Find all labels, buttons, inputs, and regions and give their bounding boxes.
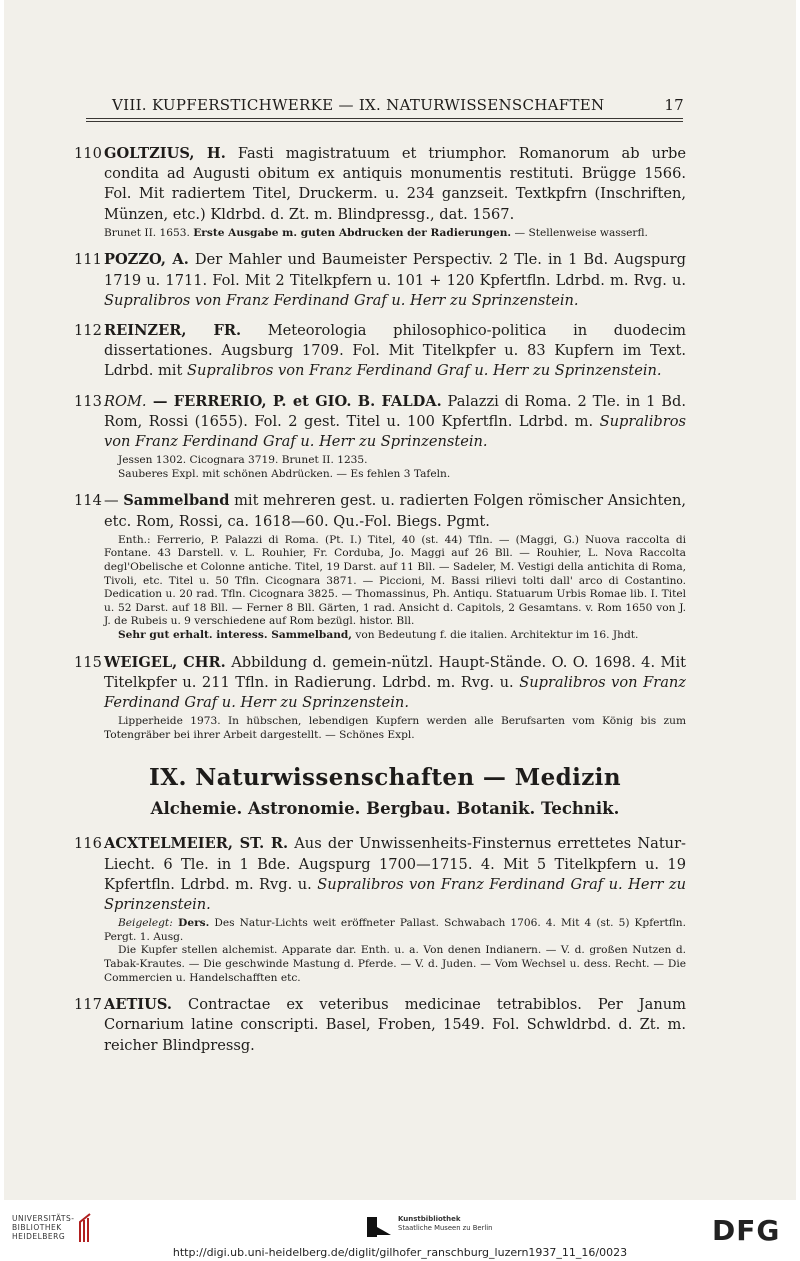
catalogue-entry-117 xyxy=(74,995,686,1056)
entry-description: Fasti magistratuum et triumphor. Romanorum ab urbe condita ad Augusti obitum ex antiquis monumentis restituti. Brügge 1566. Fol. Mit radiertem Titel, Druckerm. u. 234 ganzseit. Textkpfrn (Inschriften, Münzen, etc.) Kldrbd. d. Zt. m. Blindpressg., dat. 1567. xyxy=(104,145,686,223)
note-label: Beigelegt: xyxy=(118,917,173,930)
note-condition: Sauberes Expl. mit schönen Abdrücken. — Es fehlen 3 Tafeln. xyxy=(118,467,451,480)
note-contents: Lipperheide 1973. In hübschen, lebendigen Kupfern werden alle Berufsarten vom König bis zum Totengräber bei ihrer Arbeit dargestellt. — Schönes Expl. xyxy=(104,715,686,741)
entry-provenance: Supralibros von Franz Ferdinand Graf u. Herr zu Sprinzenstein. xyxy=(104,412,686,451)
section-title: IX. Naturwissenschaften — Medizin xyxy=(149,764,621,792)
entry-number: 111 xyxy=(74,251,102,269)
entry-author: POZZO, A. xyxy=(104,251,189,269)
entry-number: 113 xyxy=(74,392,102,410)
entry-provenance: Supralibros von Franz Ferdinand Graf u. Herr zu Sprinzenstein. xyxy=(186,362,662,380)
kunstbibliothek-logo[interactable] xyxy=(398,1215,492,1233)
logo-text-line: Staatliche Museen zu Berlin xyxy=(398,1224,493,1232)
logo-text-line: UNIVERSITÄTS- xyxy=(12,1214,75,1223)
note-condition: von Bedeutung f. die italien. Architektur im 16. Jhdt. xyxy=(352,628,639,641)
entry-note xyxy=(104,534,686,643)
library-emblem-icon xyxy=(76,1212,96,1244)
catalogue-entry-113 xyxy=(74,392,686,482)
entry-number: 114 xyxy=(74,492,102,510)
note-reference: Brunet II. 1653. xyxy=(104,226,194,239)
entry-dash: — xyxy=(104,492,124,510)
entry-provenance: Supralibros von Franz Ferdinand Graf u. Herr zu Sprinzenstein. xyxy=(104,673,686,711)
entry-text xyxy=(104,321,686,382)
entry-number: 110 xyxy=(74,145,102,162)
entry-provenance: Supralibros von Franz Ferdinand Graf u. Herr zu Sprinzenstein. xyxy=(104,875,687,913)
entry-text xyxy=(104,834,686,915)
entry-text xyxy=(104,392,686,453)
catalogue-entry-116 xyxy=(74,834,686,985)
entry-author: WEIGEL, CHR. xyxy=(104,653,226,671)
entry-description: mit mehreren gest. u. radierten Folgen römischer Ansichten, etc. Rom, Rossi, ca. 1618—60. Qu.-Fol. Biegs. Pgmt. xyxy=(104,492,687,530)
note-emphasis: Ders. xyxy=(172,917,210,930)
entry-text xyxy=(104,144,686,225)
note-reference: Des Natur-Lichts weit eröffneter Pallast. Schwabach 1706. 4. Mit 4 (st. 5) Kpfertfln. Pergt. 1. Ausg. xyxy=(104,917,686,943)
catalogue-entry-112 xyxy=(74,321,686,382)
entry-description: Contractae ex veteribus medicinae tetrabiblos. Per Janum Cornarium latine conscripti. Basel, Froben, 1549. Fol. Schwldrbd. d. Zt. m. reicher Blindpressg. xyxy=(104,996,686,1054)
header-rule-top xyxy=(86,118,683,119)
entry-author: AETIUS. xyxy=(104,996,172,1014)
note-contents: Die Kupfer stellen alchemist. Apparate dar. Enth. u. a. Von denen Indianern. — V. d. großen Nutzen d. Tabak-Krautes. — Die geschwinde Mastung d. Pferde. — V. d. Juden. — Vom Wechsel u. dess. Recht. — Die Commercien u. Handelschafften etc. xyxy=(104,944,686,984)
note-emphasis: Erste Ausgabe m. guten Abdrucken der Radierungen. xyxy=(193,226,512,239)
viewer-footer xyxy=(0,1200,800,1261)
entry-author: — FERRERIO, P. et GIO. B. FALDA. xyxy=(146,392,442,410)
entry-number: 116 xyxy=(74,835,102,853)
note-reference: Jessen 1302. Cicognara 3719. Brunet II. 1235. xyxy=(118,454,368,467)
kunstbibliothek-icon xyxy=(367,1217,393,1239)
entry-text xyxy=(104,995,686,1056)
entry-text xyxy=(104,653,686,714)
entry-note xyxy=(104,715,686,742)
header-title: VIII. KUPFERSTICHWERKE — IX. NATURWISSENSCHAFTEN xyxy=(112,96,605,114)
entry-description: Palazzi di Roma. 2 Tle. in 1 Bd. Rom, Rossi (1655). Fol. 2 gest. Titel u. 100 Kpfertfln. Ldrbd. m. xyxy=(104,392,687,430)
entry-number: 112 xyxy=(74,322,102,340)
catalogue-entry-114 xyxy=(74,491,686,642)
logo-text-line: Kunstbibliothek xyxy=(398,1215,461,1223)
note-condition: — Stellenweise wasserfl. xyxy=(511,226,648,239)
entry-number: 117 xyxy=(74,996,102,1014)
entry-author: ACXTELMEIER, ST. R. xyxy=(104,835,289,853)
note-contents: Enth.: Ferrerio, P. Palazzi di Roma. (Pt. I.) Titel, 40 (st. 44) Tfln. — (Maggi, G.) Nuova raccolta di Fontane. 43 Darstell. v. L. Rouhier, Fr. Corduba, Jo. Maggi auf 26 Bll. — Rouhier, L. Nova Raccolta degl'Obelische et Colonne antiche. Titel, 19 Darst. auf 11 Bll. — Sadeler, M. Vestigi della antichita di Roma, Tivoli, etc. Titel u. 50 Tfln. Cicognara 3871. — Piccioni, M. Bassi rilievi tolti dall' arco di Costantino. Dedication u. 20 rad. Tfln. Cicognara 3825. — Thomassinus, Ph. Antiqu. Statuarum Urbis Romae lib. I. Titel u. 52 Darst. auf 18 Bll. — Ferner 8 Bll. Gärten, 1 rad. Ansicht d. Capitols, 2 Gesamtans. v. Rom 1650 von J. J. de Rubeis u. 9 verschiedene auf Rom bezügl. histor. Bll. xyxy=(104,533,686,628)
entry-author: Sammelband xyxy=(123,492,230,510)
note-emphasis: Sehr gut erhalt. interess. Sammelband, xyxy=(118,628,352,641)
entry-author: REINZER, FR. xyxy=(104,322,242,340)
entry-note xyxy=(104,227,686,241)
header-rule-bottom xyxy=(86,121,683,122)
section-heading-block xyxy=(74,764,686,818)
university-library-logo[interactable] xyxy=(12,1214,74,1241)
entry-provenance: Supralibros von Franz Ferdinand Graf u. Herr zu Sprinzenstein. xyxy=(104,291,579,309)
entry-note xyxy=(104,917,686,985)
logo-text-line: HEIDELBERG xyxy=(12,1232,66,1241)
entry-note xyxy=(104,454,686,481)
entry-description: Abbildung d. gemein-nützl. Haupt-Stände. O. O. 1698. 4. Mit Titelkpfer u. 211 Tfln. in Radierung. Ldrbd. m. Rvg. u. xyxy=(104,653,686,691)
entry-topic: ROM. xyxy=(104,392,147,410)
entry-text xyxy=(104,491,686,531)
entry-description: Der Mahler und Baumeister Perspectiv. 2 Tle. in 1 Bd. Augspurg 1719 u. 1711. Fol. Mit 2 Titelkpfern u. 101 + 120 Kpfertfln. Ldrbd. m. Rvg. u. xyxy=(104,251,686,289)
catalogue-entry-115 xyxy=(74,653,686,743)
entry-text xyxy=(104,250,686,311)
page-number: 17 xyxy=(664,96,684,114)
entry-description: Aus der Unwissenheits-Finsternus errettetes Natur-Liecht. 6 Tle. in 1 Bde. Augspurg 1700—1715. 4. Mit 5 Titelkpfern u. 19 Kpfertfln. Ldrbd. m. Rvg. u. xyxy=(104,835,686,893)
dfg-logo[interactable]: DFG xyxy=(712,1214,781,1247)
entry-description: Meteorologia philosophico-politica in duodecim dissertationes. Augsburg 1709. Fol. Mit Titelkpfer u. 83 Kupfern im Text. Ldrbd. mit xyxy=(104,322,686,380)
entry-author: GOLTZIUS, H. xyxy=(104,145,226,162)
entry-number: 115 xyxy=(74,653,102,671)
logo-text-line: BIBLIOTHEK xyxy=(12,1223,62,1232)
catalogue-entry-110 xyxy=(74,144,686,240)
permalink-url[interactable]: http://digi.ub.uni-heidelberg.de/diglit/gilhofer_ranschburg_luzern1937_11_16/0023 xyxy=(172,1246,628,1259)
section-subtitle: Alchemie. Astronomie. Bergbau. Botanik. Technik. xyxy=(150,799,620,819)
catalogue-entries xyxy=(74,144,686,1066)
catalogue-entry-111 xyxy=(74,250,686,311)
